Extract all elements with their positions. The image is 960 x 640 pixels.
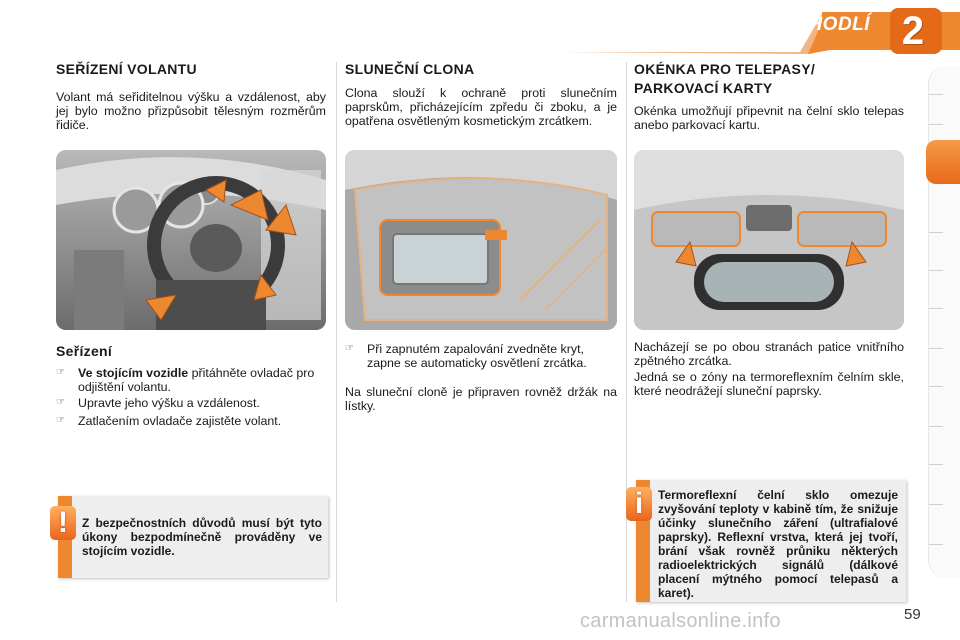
active-chapter-tab[interactable] <box>926 140 960 184</box>
telepass-windows-section <box>634 60 904 398</box>
warning-icon: ! <box>50 506 76 540</box>
watermark: carmanualsonline.info <box>580 610 781 632</box>
windshield-mirror-illustration <box>634 150 904 330</box>
hand-pointer-icon: ☞ <box>56 367 65 378</box>
steering-section <box>56 60 326 428</box>
warning-box <box>58 496 328 578</box>
adjustment-subtitle: Seřízení <box>56 343 113 359</box>
warning-text: Z bezpečnostních důvodů musí být tyto úkony bezpodmínečně prováděny ve stojícím vozidle. <box>82 516 322 558</box>
list-item: ☞ Upravte jeho výšku a vzdálenost. <box>56 396 260 410</box>
list-item: ☞ Zatlačením ovladače zajistěte volant. <box>56 414 282 428</box>
column-divider <box>336 62 337 602</box>
windows-title-line2: PARKOVACÍ KARTY <box>634 80 773 96</box>
hand-pointer-icon: ☞ <box>345 343 354 354</box>
column-divider <box>626 62 627 602</box>
sunvisor-section <box>345 60 617 413</box>
list-item: ☞ Ve stojícím vozidle přitáhněte ovladač pro odjištění volantu. <box>56 366 315 394</box>
windows-intro: Okénka umožňují připevnit na čelní sklo telepas anebo parkovací kartu. <box>634 104 904 132</box>
steering-title: SEŘÍZENÍ VOLANTU <box>56 61 197 77</box>
info-box <box>636 480 906 602</box>
info-icon: i <box>626 487 652 521</box>
windows-zones-text: Jedná se o zóny na termoreflexním čelním skle, které neodrážejí sluneční paprsky. <box>634 370 904 398</box>
hand-pointer-icon: ☞ <box>56 415 65 426</box>
windows-location-text: Nacházejí se po obou stranách patice vnitřního zpětného zrcátka. <box>634 340 904 368</box>
section-title: POHODLÍ <box>780 14 871 35</box>
list-item: ☞ Při zapnutém zapalování zvedněte kryt, zapne se automaticky osvětlení zrcátka. <box>345 342 587 370</box>
page-number: 59 <box>904 606 921 623</box>
sunvisor-intro: Clona slouží k ochraně proti slunečním paprskům, přicházejícím zpředu či zboku, a je opatřena osvětleným kosmetickým zrcátkem. <box>345 86 617 128</box>
sunvisor-ticket-holder-text: Na sluneční cloně je připraven rovněž držák na lístky. <box>345 385 617 413</box>
info-text: Termoreflexní čelní sklo omezuje zvyšování teploty v kabině tím, že snižuje účinky slunečního záření (ultrafialové paprsky). Reflexní vrstva, která jej tvoří, brání však rovněž průniku některých radioelektrických signálů (dálkové placení mýtného pomocí telepasů a karet). <box>658 488 898 600</box>
steering-intro: Volant má seřiditelnou výšku a vzdálenost, aby jej bylo možno přizpůsobit tělesným rozměrům řidiče. <box>56 90 326 132</box>
hand-pointer-icon: ☞ <box>56 397 65 408</box>
windows-title-line1: OKÉNKA PRO TELEPASY/ <box>634 61 816 77</box>
steering-wheel-illustration <box>56 150 326 330</box>
sun-visor-illustration <box>345 150 617 330</box>
chapter-number: 2 <box>901 9 925 53</box>
sunvisor-title: SLUNEČNÍ CLONA <box>345 61 475 77</box>
